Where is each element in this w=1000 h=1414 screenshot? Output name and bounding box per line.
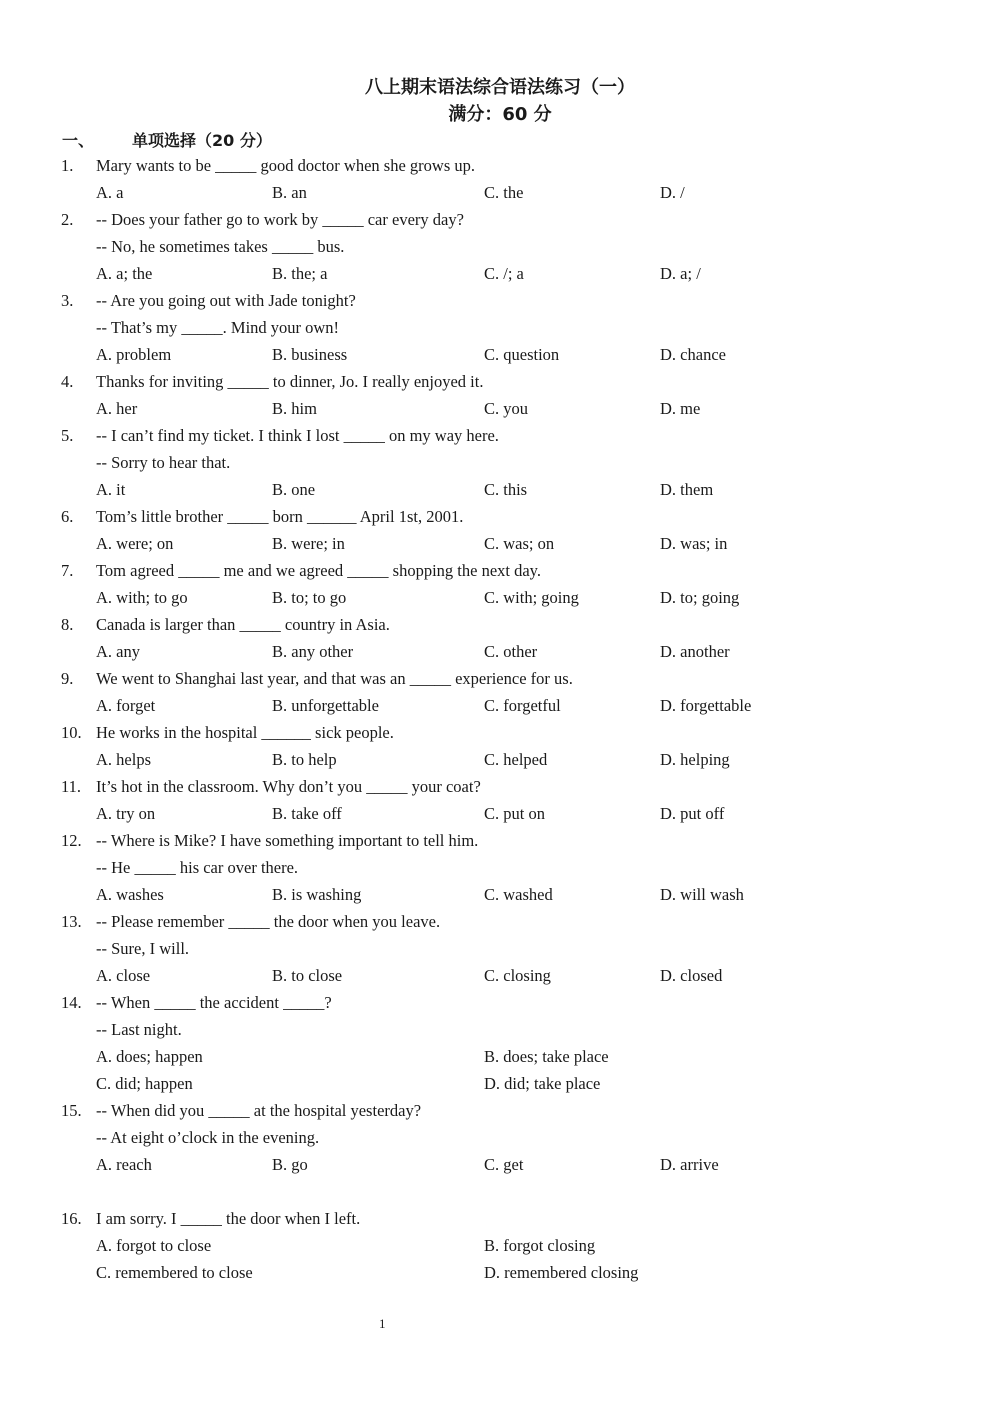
question-line xyxy=(0,233,1000,260)
question-list xyxy=(0,152,1000,1286)
question-3 xyxy=(0,287,1000,368)
option-d[interactable]: D. to; going xyxy=(660,588,740,607)
option-a[interactable]: A. helps xyxy=(96,750,151,769)
section-name: 单项选择（20 分） xyxy=(132,131,272,150)
option-d[interactable]: D. put off xyxy=(660,804,725,823)
option-c[interactable]: C. forgetful xyxy=(484,696,561,715)
question-line xyxy=(0,422,1000,449)
option-d[interactable]: D. was; in xyxy=(660,534,728,553)
question-6 xyxy=(0,503,1000,557)
option-c[interactable]: C. was; on xyxy=(484,534,555,553)
question-text: Tom’s little brother _____ born ______ April 1st, 2001. xyxy=(96,507,464,526)
option-b[interactable]: B. him xyxy=(272,399,317,418)
option-d[interactable]: D. a; / xyxy=(660,264,701,283)
question-text: -- When _____ the accident _____? xyxy=(96,993,332,1012)
option-d[interactable]: D. did; take place xyxy=(484,1074,601,1093)
options-row xyxy=(0,530,1000,557)
option-a[interactable]: A. reach xyxy=(96,1155,152,1174)
question-text: -- Are you going out with Jade tonight? xyxy=(96,291,356,310)
question-line xyxy=(0,152,1000,179)
option-d[interactable]: D. closed xyxy=(660,966,723,985)
options-row xyxy=(0,746,1000,773)
question-text: -- No, he sometimes takes _____ bus. xyxy=(96,237,345,256)
option-c[interactable]: C. with; going xyxy=(484,588,579,607)
question-text: -- When did you _____ at the hospital yesterday? xyxy=(96,1101,422,1120)
question-line xyxy=(0,557,1000,584)
question-14 xyxy=(0,989,1000,1097)
option-d[interactable]: D. forgettable xyxy=(660,696,752,715)
section-number: 一、 xyxy=(62,131,95,150)
question-line xyxy=(0,287,1000,314)
document-title: 八上期末语法综合语法练习（一） xyxy=(365,77,635,98)
question-number: 1. xyxy=(61,156,74,175)
option-d[interactable]: D. remembered closing xyxy=(484,1263,639,1282)
question-line xyxy=(0,206,1000,233)
options-row xyxy=(0,1232,1000,1259)
question-line xyxy=(0,1124,1000,1151)
option-a[interactable]: A. a; the xyxy=(96,264,153,283)
question-number: 9. xyxy=(61,669,74,688)
option-c[interactable]: C. /; a xyxy=(484,264,524,283)
options-row xyxy=(0,1043,1000,1070)
question-11 xyxy=(0,773,1000,827)
option-d[interactable]: D. will wash xyxy=(660,885,744,904)
option-b[interactable]: B. one xyxy=(272,480,316,499)
option-c[interactable]: C. the xyxy=(484,183,524,202)
option-c[interactable]: C. this xyxy=(484,480,528,499)
question-12 xyxy=(0,827,1000,908)
question-text: Thanks for inviting _____ to dinner, Jo. I really enjoyed it. xyxy=(96,372,484,391)
options-row xyxy=(0,1259,1000,1286)
option-a[interactable]: A. any xyxy=(96,642,140,661)
question-16 xyxy=(0,1205,1000,1286)
options-row xyxy=(0,800,1000,827)
question-line xyxy=(0,935,1000,962)
options-row xyxy=(0,1070,1000,1097)
question-line xyxy=(0,1205,1000,1232)
document-subtitle: 满分：60 分 xyxy=(448,104,552,125)
options-row xyxy=(0,1151,1000,1178)
question-line xyxy=(0,854,1000,881)
options-row xyxy=(0,881,1000,908)
question-text: Tom agreed _____ me and we agreed _____ shopping the next day. xyxy=(96,561,541,580)
option-a[interactable]: A. close xyxy=(96,966,151,985)
question-9 xyxy=(0,665,1000,719)
option-d[interactable]: D. arrive xyxy=(660,1155,719,1174)
question-line xyxy=(0,503,1000,530)
section-heading xyxy=(62,128,272,151)
question-text: -- Does your father go to work by _____ car every day? xyxy=(96,210,464,229)
options-row xyxy=(0,341,1000,368)
options-row xyxy=(0,638,1000,665)
options-row xyxy=(0,395,1000,422)
page-number: 1 xyxy=(379,1316,386,1331)
option-a[interactable]: A. forgot to close xyxy=(96,1236,212,1255)
question-line xyxy=(0,1097,1000,1124)
question-2 xyxy=(0,206,1000,287)
option-d[interactable]: D. helping xyxy=(660,750,730,769)
option-b[interactable]: B. does; take place xyxy=(484,1047,609,1066)
option-c[interactable]: C. you xyxy=(484,399,529,418)
option-c[interactable]: C. put on xyxy=(484,804,545,823)
question-line xyxy=(0,719,1000,746)
question-line xyxy=(0,773,1000,800)
options-row xyxy=(0,476,1000,503)
question-line xyxy=(0,314,1000,341)
option-d[interactable]: D. / xyxy=(660,183,685,202)
question-line xyxy=(0,611,1000,638)
question-text: -- He _____ his car over there. xyxy=(96,858,299,877)
option-b[interactable]: B. go xyxy=(272,1155,308,1174)
option-c[interactable]: C. other xyxy=(484,642,538,661)
question-text: Mary wants to be _____ good doctor when she grows up. xyxy=(96,156,475,175)
option-b[interactable]: B. is washing xyxy=(272,885,362,904)
question-7 xyxy=(0,557,1000,611)
blank-line xyxy=(0,1178,1000,1205)
question-text: I am sorry. I _____ the door when I left. xyxy=(96,1209,361,1228)
option-a[interactable]: A. with; to go xyxy=(96,588,188,607)
question-text: -- I can’t find my ticket. I think I lost _____ on my way here. xyxy=(96,426,499,445)
question-line xyxy=(0,908,1000,935)
option-b[interactable]: B. an xyxy=(272,183,307,202)
option-d[interactable]: D. me xyxy=(660,399,701,418)
option-c[interactable]: C. did; happen xyxy=(96,1074,193,1093)
question-line xyxy=(0,1016,1000,1043)
question-number: 7. xyxy=(61,561,74,580)
option-b[interactable]: B. were; in xyxy=(272,534,345,553)
question-4 xyxy=(0,368,1000,422)
question-number: 10. xyxy=(61,723,82,742)
question-text: -- Where is Mike? I have something important to tell him. xyxy=(96,831,479,850)
question-line xyxy=(0,989,1000,1016)
options-row xyxy=(0,260,1000,287)
question-number: 13. xyxy=(61,912,82,931)
option-c[interactable]: C. helped xyxy=(484,750,548,769)
question-number: 4. xyxy=(61,372,74,391)
question-1 xyxy=(0,152,1000,206)
options-row xyxy=(0,962,1000,989)
question-number: 2. xyxy=(61,210,74,229)
option-a[interactable]: A. washes xyxy=(96,885,164,904)
question-number: 5. xyxy=(61,426,74,445)
question-number: 6. xyxy=(61,507,74,526)
question-text: -- At eight o’clock in the evening. xyxy=(96,1128,320,1147)
options-row xyxy=(0,179,1000,206)
question-text: -- Last night. xyxy=(96,1020,182,1039)
option-b[interactable]: B. the; a xyxy=(272,264,328,283)
question-line xyxy=(0,827,1000,854)
question-text: Canada is larger than _____ country in Asia. xyxy=(96,615,390,634)
option-b[interactable]: B. to; to go xyxy=(272,588,347,607)
question-text: He works in the hospital ______ sick people. xyxy=(96,723,394,742)
question-10 xyxy=(0,719,1000,773)
question-text: It’s hot in the classroom. Why don’t you _____ your coat? xyxy=(96,777,481,796)
option-c[interactable]: C. closing xyxy=(484,966,551,985)
option-c[interactable]: C. question xyxy=(484,345,560,364)
option-b[interactable]: B. to close xyxy=(272,966,343,985)
question-number: 3. xyxy=(61,291,74,310)
option-a[interactable]: A. does; happen xyxy=(96,1047,203,1066)
question-line xyxy=(0,368,1000,395)
option-a[interactable]: A. were; on xyxy=(96,534,174,553)
question-15 xyxy=(0,1097,1000,1178)
option-b[interactable]: B. to help xyxy=(272,750,337,769)
option-a[interactable]: A. her xyxy=(96,399,138,418)
option-b[interactable]: B. unforgettable xyxy=(272,696,379,715)
option-a[interactable]: A. problem xyxy=(96,345,172,364)
option-d[interactable]: D. them xyxy=(660,480,714,499)
option-b[interactable]: B. business xyxy=(272,345,348,364)
option-c[interactable]: C. washed xyxy=(484,885,553,904)
option-a[interactable]: A. try on xyxy=(96,804,156,823)
question-number: 16. xyxy=(61,1209,82,1228)
question-number: 12. xyxy=(61,831,82,850)
option-c[interactable]: C. get xyxy=(484,1155,524,1174)
option-a[interactable]: A. a xyxy=(96,183,124,202)
question-number: 11. xyxy=(61,777,82,796)
question-text: -- Please remember _____ the door when you leave. xyxy=(96,912,441,931)
options-row xyxy=(0,584,1000,611)
question-text: -- Sorry to hear that. xyxy=(96,453,231,472)
question-line xyxy=(0,665,1000,692)
question-8 xyxy=(0,611,1000,665)
question-text: -- That’s my _____. Mind your own! xyxy=(96,318,340,337)
option-a[interactable]: A. it xyxy=(96,480,126,499)
option-d[interactable]: D. another xyxy=(660,642,730,661)
option-b[interactable]: B. take off xyxy=(272,804,342,823)
question-5 xyxy=(0,422,1000,503)
question-text: -- Sure, I will. xyxy=(96,939,190,958)
option-d[interactable]: D. chance xyxy=(660,345,726,364)
question-text: We went to Shanghai last year, and that was an _____ experience for us. xyxy=(96,669,573,688)
option-a[interactable]: A. forget xyxy=(96,696,156,715)
question-line xyxy=(0,449,1000,476)
options-row xyxy=(0,692,1000,719)
option-c[interactable]: C. remembered to close xyxy=(96,1263,253,1282)
option-b[interactable]: B. any other xyxy=(272,642,354,661)
question-number: 14. xyxy=(61,993,82,1012)
option-b[interactable]: B. forgot closing xyxy=(484,1236,596,1255)
question-number: 8. xyxy=(61,615,74,634)
question-13 xyxy=(0,908,1000,989)
question-number: 15. xyxy=(61,1101,82,1120)
